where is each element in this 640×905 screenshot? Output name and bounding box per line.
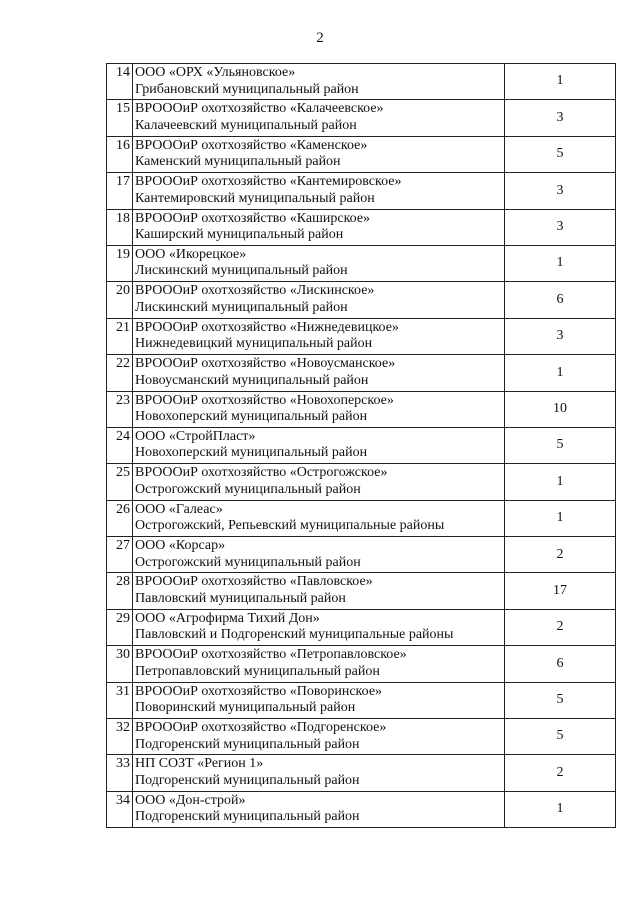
row-description [133, 609, 505, 645]
row-number: 19 [107, 245, 133, 281]
quota-table [106, 63, 616, 828]
organization-name: ООО «Корсар» [135, 538, 226, 554]
organization-name: ООО «Дон-строй» [135, 792, 246, 808]
table-row [107, 646, 616, 682]
district-name: Новоусманский муниципальный район [135, 372, 369, 388]
district-name: Калачеевский муниципальный район [135, 117, 357, 133]
row-number: 22 [107, 355, 133, 391]
row-quantity: 5 [505, 136, 616, 172]
district-name: Павловский муниципальный район [135, 590, 346, 606]
organization-name: ВРОООиР охотхозяйство «Каменское» [135, 137, 368, 153]
row-quantity: 1 [505, 355, 616, 391]
district-name: Грибановский муниципальный район [135, 81, 359, 97]
organization-name: ООО «Агрофирма Тихий Дон» [135, 610, 320, 626]
organization-name: ВРОООиР охотхозяйство «Острогожское» [135, 465, 388, 481]
organization-name: ВРОООиР охотхозяйство «Каширское» [135, 210, 371, 226]
row-quantity: 3 [505, 100, 616, 136]
row-quantity: 1 [505, 464, 616, 500]
row-number: 14 [107, 64, 133, 100]
row-number: 23 [107, 391, 133, 427]
district-name: Лискинский муниципальный район [135, 299, 348, 315]
organization-name: НП СОЗТ «Регион 1» [135, 756, 264, 772]
row-description [133, 282, 505, 318]
row-number: 33 [107, 755, 133, 791]
row-description [133, 245, 505, 281]
organization-name: ВРОООиР охотхозяйство «Калачеевское» [135, 101, 384, 117]
row-number: 16 [107, 136, 133, 172]
organization-name: ВРОООиР охотхозяйство «Лискинское» [135, 283, 375, 299]
district-name: Каширский муниципальный район [135, 227, 344, 243]
row-description [133, 173, 505, 209]
row-number: 31 [107, 682, 133, 718]
table-row [107, 427, 616, 463]
row-quantity: 1 [505, 500, 616, 536]
district-name: Новохоперский муниципальный район [135, 445, 368, 461]
row-number: 15 [107, 100, 133, 136]
row-quantity: 2 [505, 609, 616, 645]
district-name: Подгоренский муниципальный район [135, 772, 360, 788]
row-description [133, 537, 505, 573]
district-name: Кантемировский муниципальный район [135, 190, 375, 206]
table-row [107, 318, 616, 354]
table-row [107, 282, 616, 318]
organization-name: ВРОООиР охотхозяйство «Нижнедевицкое» [135, 319, 399, 335]
district-name: Острогожский муниципальный район [135, 481, 361, 497]
row-quantity: 3 [505, 318, 616, 354]
row-description [133, 100, 505, 136]
row-quantity: 17 [505, 573, 616, 609]
organization-name: ООО «Галеас» [135, 501, 223, 517]
row-number: 20 [107, 282, 133, 318]
row-quantity: 1 [505, 245, 616, 281]
district-name: Поворинский муниципальный район [135, 700, 356, 716]
row-description [133, 719, 505, 755]
row-number: 28 [107, 573, 133, 609]
row-number: 25 [107, 464, 133, 500]
organization-name: ООО «СтройПласт» [135, 428, 256, 444]
row-number: 26 [107, 500, 133, 536]
table-row [107, 719, 616, 755]
district-name: Нижнедевицкий муниципальный район [135, 336, 373, 352]
table-row [107, 791, 616, 827]
table-row [107, 682, 616, 718]
quota-table-body [107, 64, 616, 828]
table-row [107, 209, 616, 245]
row-description [133, 682, 505, 718]
row-quantity: 6 [505, 646, 616, 682]
table-row [107, 100, 616, 136]
row-description [133, 573, 505, 609]
table-row [107, 391, 616, 427]
organization-name: ВРОООиР охотхозяйство «Петропавловское» [135, 647, 407, 663]
row-description [133, 64, 505, 100]
row-description [133, 464, 505, 500]
table-row [107, 464, 616, 500]
row-description [133, 500, 505, 536]
row-description [133, 136, 505, 172]
district-name: Подгоренский муниципальный район [135, 809, 360, 825]
organization-name: ВРОООиР охотхозяйство «Новоусманское» [135, 356, 396, 372]
row-quantity: 5 [505, 427, 616, 463]
row-quantity: 1 [505, 64, 616, 100]
row-description [133, 755, 505, 791]
table-row [107, 245, 616, 281]
row-number: 30 [107, 646, 133, 682]
row-number: 27 [107, 537, 133, 573]
table-row [107, 64, 616, 100]
district-name: Острогожский муниципальный район [135, 554, 361, 570]
organization-name: ООО «Икорецкое» [135, 246, 247, 262]
table-row [107, 755, 616, 791]
page-number: 2 [316, 30, 324, 46]
row-description [133, 791, 505, 827]
table-row [107, 355, 616, 391]
table-row [107, 173, 616, 209]
district-name: Петропавловский муниципальный район [135, 663, 380, 679]
table-row [107, 609, 616, 645]
row-quantity: 5 [505, 682, 616, 718]
district-name: Каменский муниципальный район [135, 154, 341, 170]
organization-name: ВРОООиР охотхозяйство «Подгоренское» [135, 720, 387, 736]
row-quantity: 6 [505, 282, 616, 318]
district-name: Новохоперский муниципальный район [135, 409, 368, 425]
row-number: 17 [107, 173, 133, 209]
organization-name: ВРОООиР охотхозяйство «Поворинское» [135, 683, 383, 699]
row-description [133, 427, 505, 463]
organization-name: ВРОООиР охотхозяйство «Кантемировское» [135, 174, 402, 190]
district-name: Лискинский муниципальный район [135, 263, 348, 279]
row-quantity: 10 [505, 391, 616, 427]
row-number: 34 [107, 791, 133, 827]
row-description [133, 355, 505, 391]
row-quantity: 2 [505, 537, 616, 573]
district-name: Острогожский, Репьевский муниципальные районы [135, 518, 445, 534]
row-number: 32 [107, 719, 133, 755]
row-quantity: 2 [505, 755, 616, 791]
row-description [133, 318, 505, 354]
district-name: Павловский и Подгоренский муниципальные районы [135, 627, 454, 643]
organization-name: ВРОООиР охотхозяйство «Новохоперское» [135, 392, 394, 408]
organization-name: ООО «ОРХ «Ульяновское» [135, 65, 296, 80]
table-row [107, 537, 616, 573]
table-row [107, 573, 616, 609]
row-quantity: 5 [505, 719, 616, 755]
row-description [133, 209, 505, 245]
row-quantity: 1 [505, 791, 616, 827]
row-quantity: 3 [505, 173, 616, 209]
row-number: 21 [107, 318, 133, 354]
table-row [107, 136, 616, 172]
row-number: 24 [107, 427, 133, 463]
row-description [133, 646, 505, 682]
row-number: 18 [107, 209, 133, 245]
organization-name: ВРОООиР охотхозяйство «Павловское» [135, 574, 373, 590]
row-description [133, 391, 505, 427]
table-row [107, 500, 616, 536]
district-name: Подгоренский муниципальный район [135, 736, 360, 752]
row-number: 29 [107, 609, 133, 645]
row-quantity: 3 [505, 209, 616, 245]
